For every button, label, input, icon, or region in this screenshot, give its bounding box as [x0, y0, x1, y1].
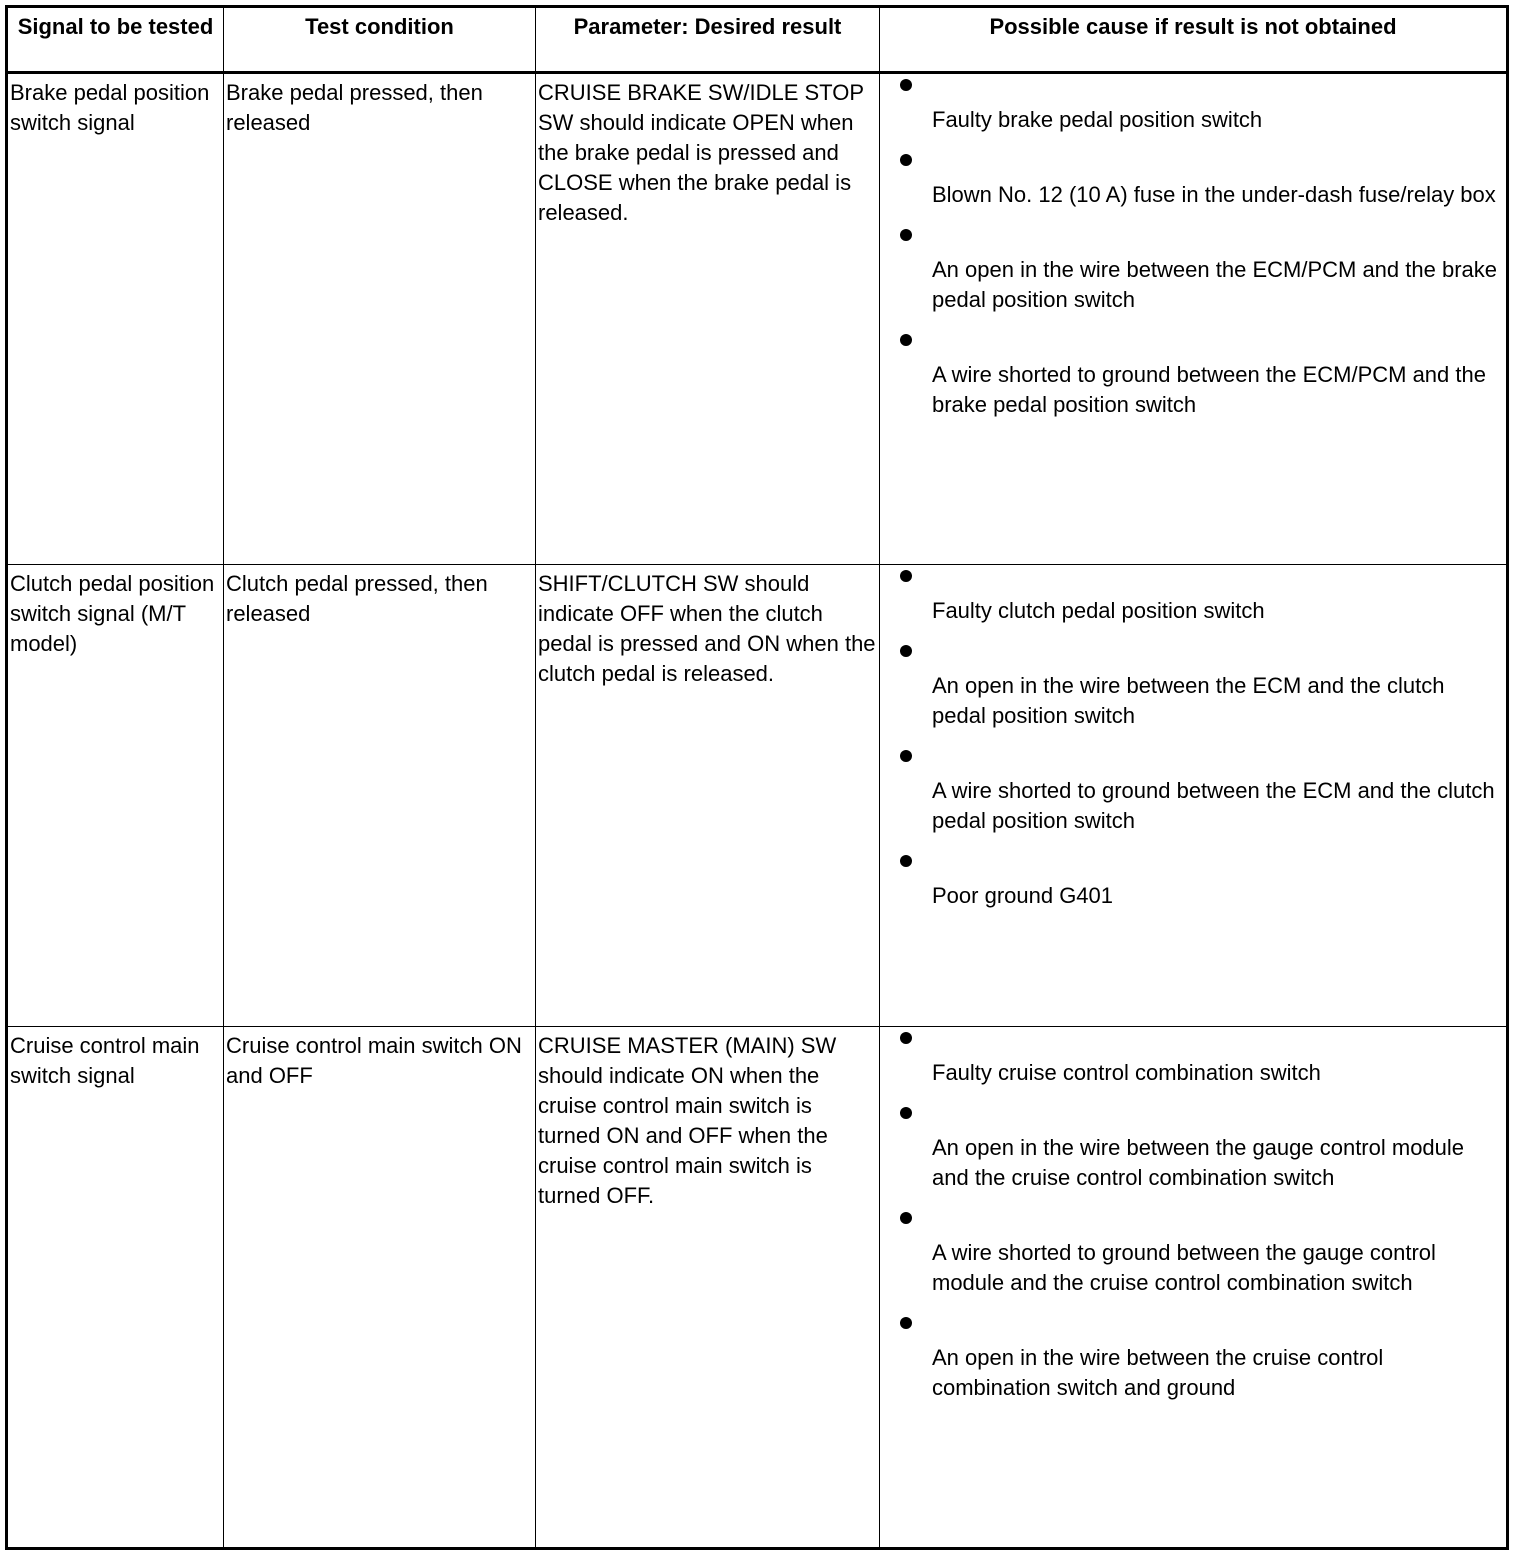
- cause-text: Poor ground G401: [932, 883, 1114, 908]
- header-row: [7, 7, 1508, 73]
- cause-text: Faulty brake pedal position switch: [932, 107, 1263, 132]
- signal-cell: Brake pedal position switch signal: [7, 73, 224, 565]
- cause-item: [900, 644, 1504, 749]
- bullet-icon: [900, 154, 912, 166]
- cause-item: [900, 153, 1504, 228]
- causes-cell: [880, 73, 1508, 565]
- cause-item: [900, 749, 1504, 854]
- bullet-icon: [900, 1107, 912, 1119]
- bullet-icon: [900, 229, 912, 241]
- cause-text: A wire shorted to ground between the ECM and the clutch pedal position switch: [932, 778, 1495, 833]
- bullet-icon: [900, 1032, 912, 1044]
- cause-item: [900, 78, 1504, 153]
- cause-item: [900, 333, 1504, 438]
- cause-item: [900, 569, 1504, 644]
- condition-cell: Brake pedal pressed, then released: [224, 73, 536, 565]
- parameter-cell: SHIFT/CLUTCH SW should indicate OFF when the clutch pedal is pressed and ON when the clutch pedal is released.: [536, 565, 880, 1027]
- condition-cell: Clutch pedal pressed, then released: [224, 565, 536, 1027]
- cause-item: [900, 1106, 1504, 1211]
- bullet-icon: [900, 750, 912, 762]
- parameter-cell: CRUISE MASTER (MAIN) SW should indicate ON when the cruise control main switch is turned ON and OFF when the cruise control main switch is turned OFF.: [536, 1027, 880, 1549]
- signal-cell: Cruise control main switch signal: [7, 1027, 224, 1549]
- table-row: [7, 1027, 1508, 1549]
- header-condition: Test condition: [224, 7, 536, 73]
- header-parameter: Parameter: Desired result: [536, 7, 880, 73]
- cause-text: An open in the wire between the ECM/PCM and the brake pedal position switch: [932, 257, 1497, 312]
- header-cause: Possible cause if result is not obtained: [880, 7, 1508, 73]
- condition-cell: Cruise control main switch ON and OFF: [224, 1027, 536, 1549]
- cause-text: Faulty clutch pedal position switch: [932, 598, 1265, 623]
- causes-cell: [880, 1027, 1508, 1549]
- cause-item: [900, 1316, 1504, 1421]
- bullet-icon: [900, 79, 912, 91]
- bullet-icon: [900, 334, 912, 346]
- cause-text: An open in the wire between the gauge control module and the cruise control combination switch: [932, 1135, 1465, 1190]
- bullet-icon: [900, 855, 912, 867]
- cause-item: [900, 228, 1504, 333]
- causes-cell: [880, 565, 1508, 1027]
- bullet-icon: [900, 1212, 912, 1224]
- cause-text: An open in the wire between the ECM and the clutch pedal position switch: [932, 673, 1445, 728]
- parameter-cell: CRUISE BRAKE SW/IDLE STOP SW should indicate OPEN when the brake pedal is pressed and CLOSE when the brake pedal is released.: [536, 73, 880, 565]
- cause-text: A wire shorted to ground between the gauge control module and the cruise control combination switch: [932, 1240, 1436, 1295]
- diagnostic-table: [5, 5, 1509, 1550]
- bullet-icon: [900, 570, 912, 582]
- cause-text: Faulty cruise control combination switch: [932, 1060, 1321, 1085]
- table-row: [7, 565, 1508, 1027]
- bullet-icon: [900, 1317, 912, 1329]
- signal-cell: Clutch pedal position switch signal (M/T model): [7, 565, 224, 1027]
- cause-text: Blown No. 12 (10 A) fuse in the under-dash fuse/relay box: [932, 182, 1496, 207]
- header-signal: Signal to be tested: [7, 7, 224, 73]
- cause-item: [900, 854, 1504, 929]
- table-row: [7, 73, 1508, 565]
- cause-text: A wire shorted to ground between the ECM/PCM and the brake pedal position switch: [932, 362, 1486, 417]
- cause-text: An open in the wire between the cruise control combination switch and ground: [932, 1345, 1384, 1400]
- cause-item: [900, 1211, 1504, 1316]
- bullet-icon: [900, 645, 912, 657]
- cause-item: [900, 1031, 1504, 1106]
